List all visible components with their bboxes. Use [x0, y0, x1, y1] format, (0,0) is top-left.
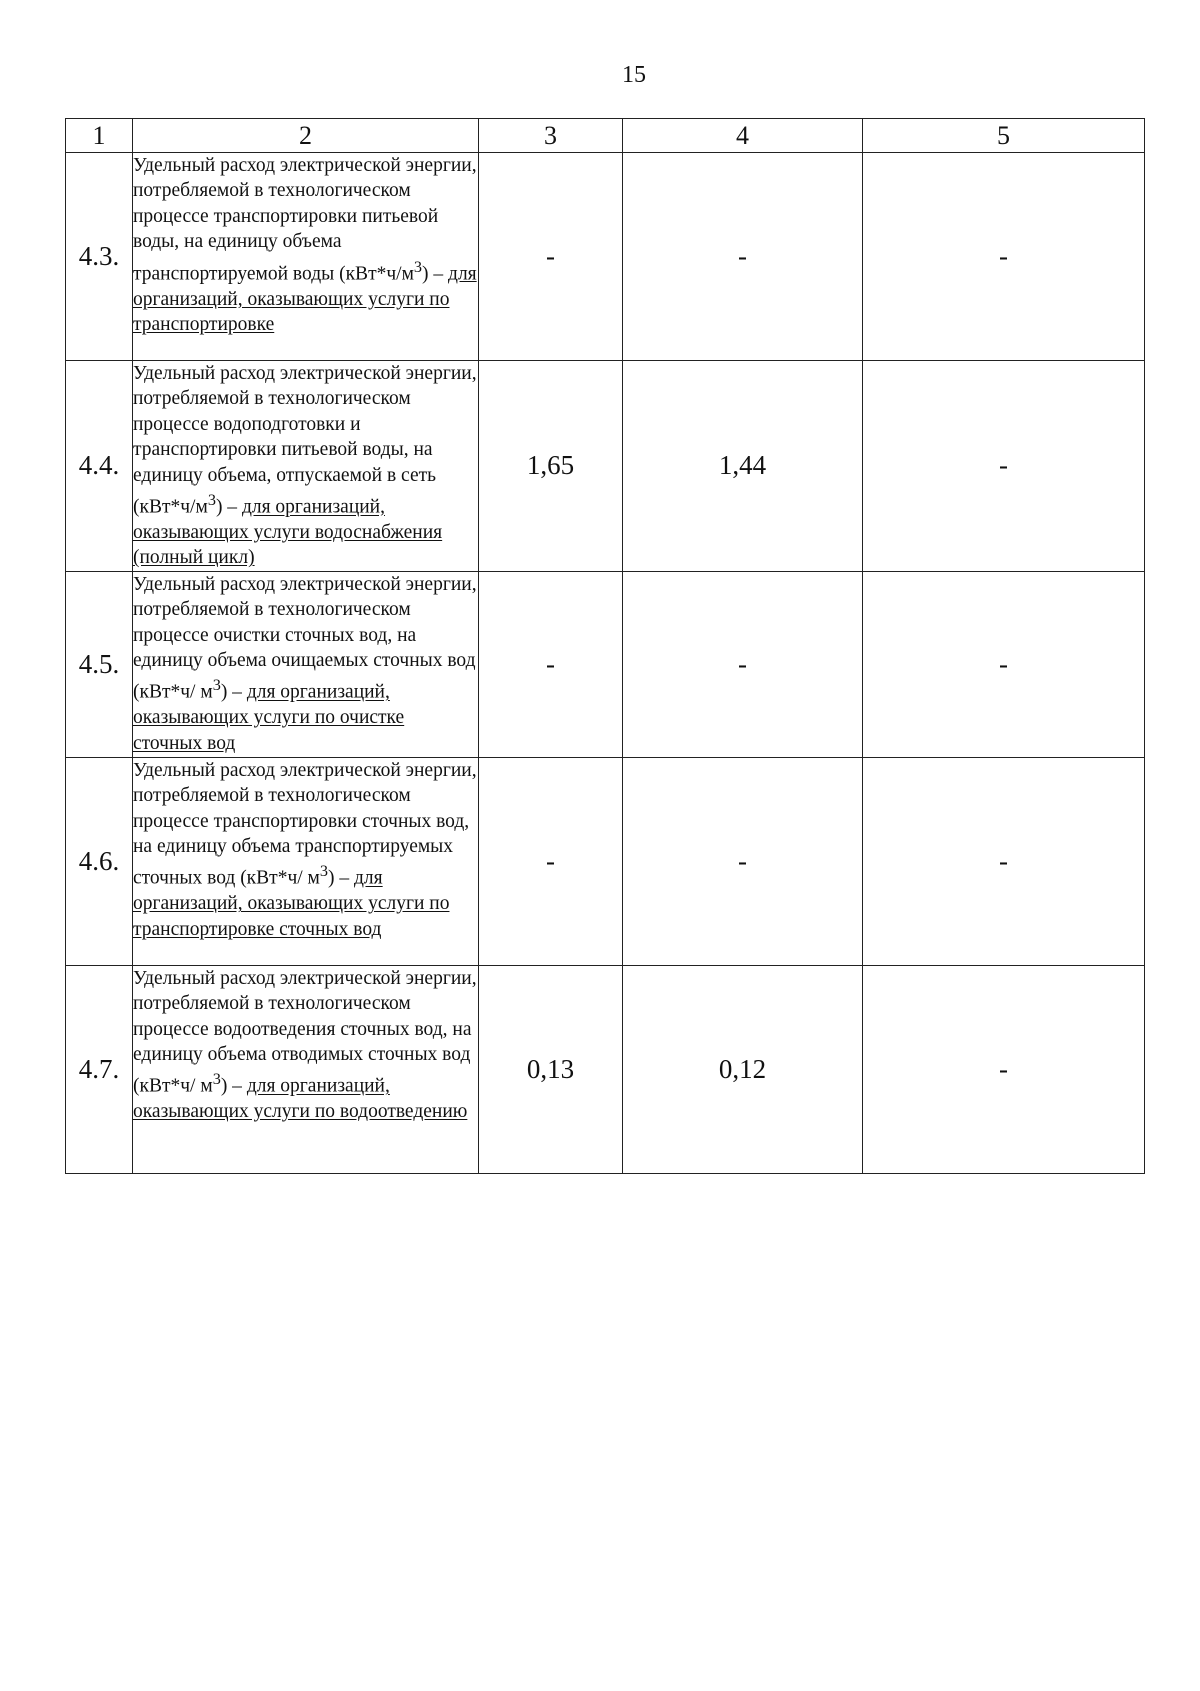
- table-row: [66, 153, 1145, 361]
- cell-col-4: -: [623, 757, 863, 965]
- row-number: 4.7.: [66, 965, 133, 1173]
- cell-col-4: -: [623, 153, 863, 361]
- superscript: 3: [207, 491, 216, 510]
- description-close: ) –: [220, 681, 247, 703]
- cell-col-3: 1,65: [479, 361, 623, 572]
- description-text: Удельный расход электрической энергии, потребляемой в технологическом процессе транспортировки сточных вод, на единицу объема транспортируемых сточных вод (кВт*ч/ м: [133, 759, 477, 889]
- cell-col-3: -: [479, 571, 623, 757]
- row-description: [133, 153, 479, 361]
- description-text: Удельный расход электрической энергии, потребляемой в технологическом процессе водоотведения сточных вод, на единицу объема отводимых сточных вод (кВт*ч/ м: [133, 967, 477, 1097]
- superscript: 3: [413, 257, 423, 276]
- cell-col-5: -: [863, 361, 1145, 572]
- cell-col-3: 0,13: [479, 965, 623, 1173]
- cell-col-4: -: [623, 571, 863, 757]
- row-number: 4.4.: [66, 361, 133, 572]
- superscript: 3: [319, 862, 329, 881]
- cell-col-5: -: [863, 571, 1145, 757]
- cell-col-3: -: [479, 757, 623, 965]
- page-number: 15: [622, 62, 646, 88]
- description-underlined: для организаций, оказывающих услуги водоснабжения (полный цикл): [133, 496, 443, 569]
- table-row: [66, 757, 1145, 965]
- description-close: ) –: [215, 496, 242, 518]
- description-text: Удельный расход электрической энергии, потребляемой в технологическом процессе транспортировки питьевой воды, на единицу объема транспортируемой воды (кВт*ч/м: [133, 155, 477, 285]
- row-description: [133, 965, 479, 1173]
- cell-col-5: -: [863, 757, 1145, 965]
- description-underlined: для организаций, оказывающих услуги по транспортировке: [133, 263, 477, 335]
- row-number: 4.3.: [66, 153, 133, 361]
- description-close: ) –: [422, 263, 449, 285]
- header-col-1: 1: [66, 119, 133, 153]
- row-number: 4.5.: [66, 571, 133, 757]
- row-number: 4.6.: [66, 757, 133, 965]
- superscript: 3: [212, 1070, 221, 1089]
- superscript: 3: [212, 676, 221, 695]
- cell-col-5: -: [863, 965, 1145, 1173]
- description-underlined: для организаций, оказывающих услуги по водоотведению: [133, 1075, 468, 1123]
- table-header-row: [66, 119, 1145, 153]
- description-underlined: для организаций, оказывающих услуги по очистке сточных вод: [133, 681, 405, 754]
- table-row: [66, 965, 1145, 1173]
- description-text: Удельный расход электрической энергии, потребляемой в технологическом процессе очистки сточных вод, на единицу объема очищаемых сточных вод (кВт*ч/ м: [133, 573, 477, 703]
- indicators-table: [65, 118, 1145, 1174]
- description-close: ) –: [328, 867, 355, 889]
- row-description: [133, 757, 479, 965]
- table-row: [66, 571, 1145, 757]
- cell-col-5: -: [863, 153, 1145, 361]
- cell-col-4: 0,12: [623, 965, 863, 1173]
- table-row: [66, 361, 1145, 572]
- header-col-5: 5: [863, 119, 1145, 153]
- description-close: ) –: [220, 1075, 247, 1097]
- header-col-2: 2: [133, 119, 479, 153]
- header-col-3: 3: [479, 119, 623, 153]
- row-description: [133, 361, 479, 572]
- description-underlined: для организаций, оказывающих услуги по транспортировке сточных вод: [133, 867, 450, 940]
- description-text: Удельный расход электрической энергии, потребляемой в технологическом процессе водоподготовки и транспортировки питьевой воды, на единицу объема, отпускаемой в сеть (кВт*ч/м: [133, 363, 477, 518]
- cell-col-4: 1,44: [623, 361, 863, 572]
- header-col-4: 4: [623, 119, 863, 153]
- cell-col-3: -: [479, 153, 623, 361]
- row-description: [133, 571, 479, 757]
